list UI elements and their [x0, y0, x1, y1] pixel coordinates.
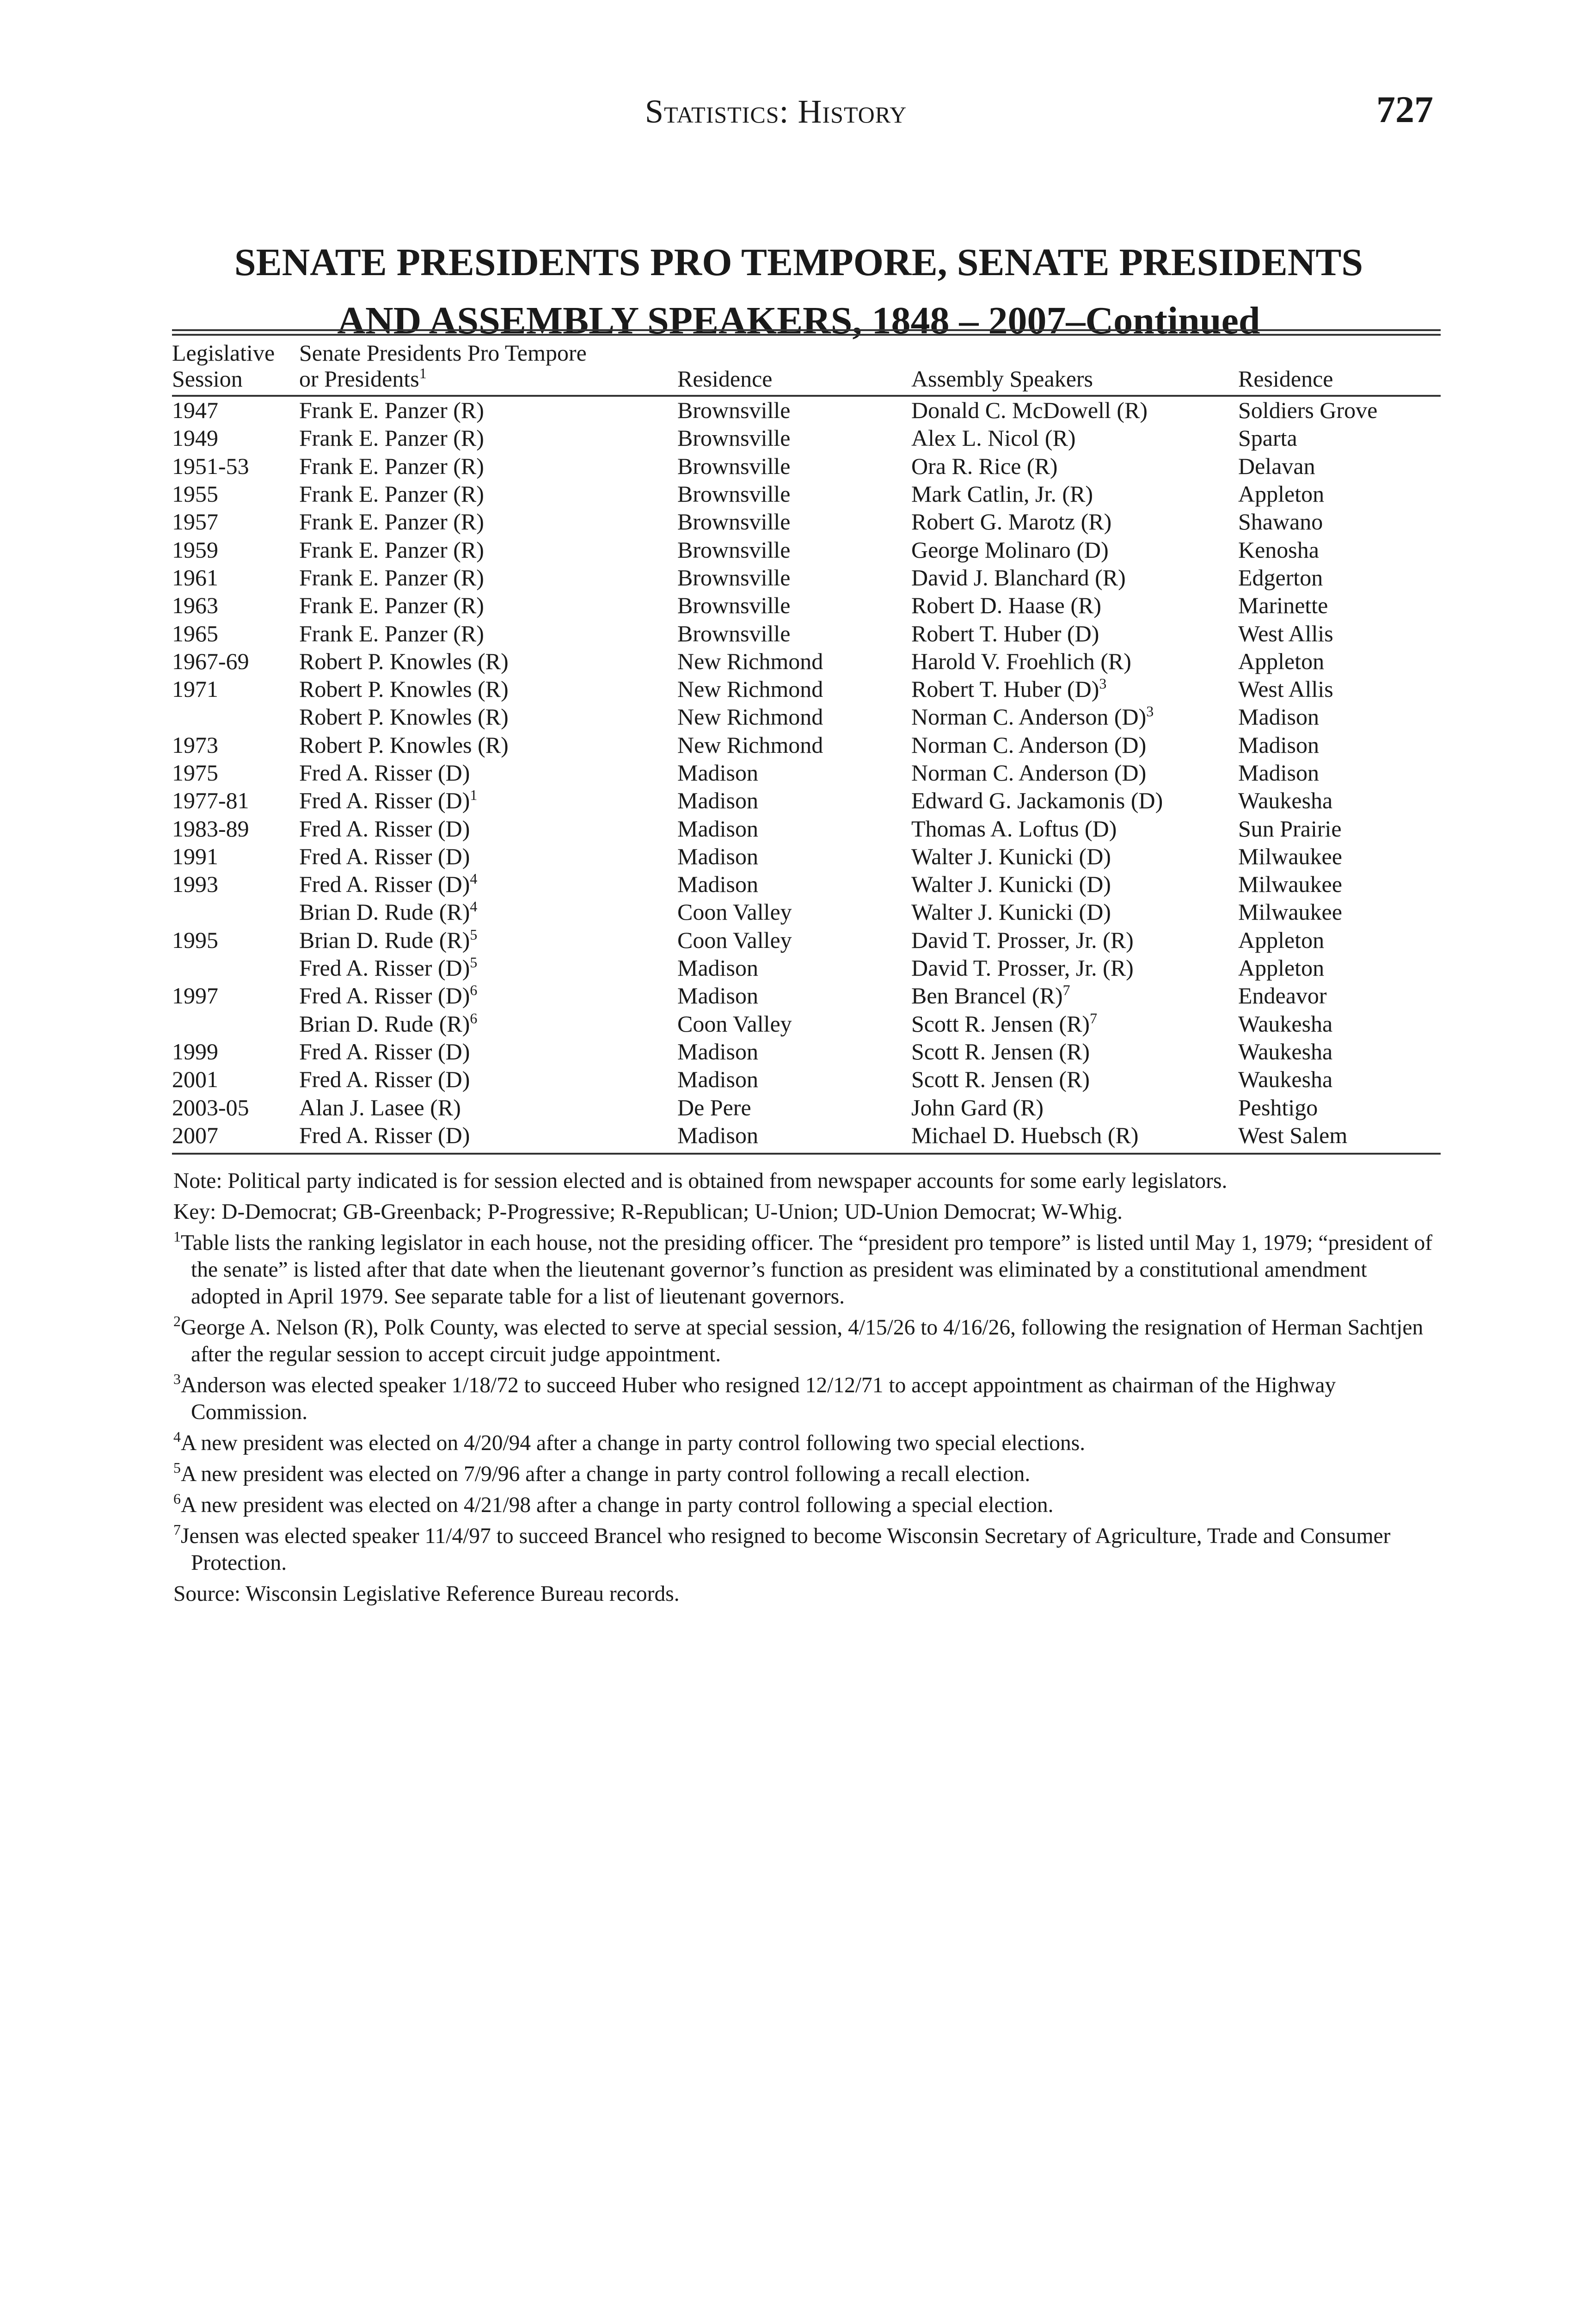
note-paragraph: Source: Wisconsin Legislative Reference Bureau records. [173, 1582, 680, 1606]
senate-president-cell: Frank E. Panzer (R) [299, 620, 484, 646]
assembly-speaker-cell: Scott R. Jensen (R) [911, 1038, 1090, 1064]
session-cell: 1957 [172, 509, 218, 535]
assembly-speaker-cell: Donald C. McDowell (R) [911, 397, 1148, 424]
session-cell: 1961 [172, 564, 218, 590]
footnote-mark: 3 [1099, 675, 1107, 692]
senate-president-cell: Fred A. Risser (D) [299, 1038, 470, 1064]
senate-president-cell: Fred A. Risser (D) [299, 1122, 470, 1148]
title-line-1: SENATE PRESIDENTS PRO TEMPORE, SENATE PRESIDENTS [234, 241, 1363, 284]
senate-residence-cell: Brownsville [677, 592, 791, 619]
assembly-speaker-cell: John Gard (R) [911, 1094, 1044, 1120]
column-header-assembly-speakers: Assembly Speakers [911, 366, 1093, 392]
session-cell [172, 898, 299, 926]
footnote-mark: 7 [1090, 1009, 1098, 1027]
footnote-number: 5 [173, 1459, 181, 1476]
speaker-residence-cell: Edgerton [1238, 564, 1323, 590]
session-cell: 1965 [172, 620, 218, 646]
footnote-6: $^6$A new president was elected on 4/21/98 after a change in party control following a special election. [173, 1490, 1054, 1517]
assembly-speaker-cell: Ora R. Rice (R) [911, 453, 1058, 479]
assembly-speaker-cell: Norman C. Anderson (D) [911, 760, 1147, 786]
footnote-mark: 4 [470, 870, 478, 887]
session-cell: 1971 [172, 676, 218, 702]
senate-residence-cell: Coon Valley [677, 1010, 792, 1037]
speaker-residence-cell: Delavan [1238, 453, 1315, 479]
assembly-speaker-cell: Norman C. Anderson (D) [911, 732, 1147, 758]
table-row [172, 842, 1441, 870]
speaker-residence-cell: Appleton [1238, 927, 1325, 953]
footnote-mark: 4 [470, 898, 478, 915]
senate-president-cell: Frank E. Panzer (R) [299, 564, 484, 590]
senate-residence-cell: Coon Valley [677, 927, 792, 953]
table-row [172, 1010, 1441, 1038]
speaker-residence-cell: Milwaukee [1238, 843, 1342, 869]
footnote-4: $^4$A new president was elected on 4/20/94 after a change in party control following two special elections. [173, 1428, 1086, 1455]
footnote-mark: 6 [470, 982, 478, 999]
running-title: Statistics: History [645, 93, 907, 130]
footnote-number: 4 [173, 1428, 181, 1445]
table-row [172, 787, 1441, 814]
title-line-2: AND ASSEMBLY SPEAKERS, 1848 – 2007–Continued [337, 299, 1260, 342]
session-cell: 1947 [172, 397, 218, 424]
footnote-mark: 6 [470, 1009, 478, 1027]
table-row [172, 508, 1441, 535]
assembly-speaker-cell: Harold V. Froehlich (R) [911, 648, 1131, 674]
senate-residence-cell: De Pere [677, 1094, 751, 1120]
session-cell: 2007 [172, 1122, 218, 1148]
speaker-residence-cell: Appleton [1238, 955, 1325, 981]
senate-president-cell: Robert P. Knowles (R) [299, 648, 509, 674]
senate-president-cell: Robert P. Knowles (R) [299, 704, 509, 730]
session-cell: 1955 [172, 481, 218, 507]
senate-residence-cell: Coon Valley [677, 899, 792, 925]
assembly-speaker-cell: Robert T. Huber (D) [911, 620, 1099, 646]
senate-president-cell: Brian D. Rude $(R)^6$ [299, 1009, 478, 1037]
speaker-residence-cell: Madison [1238, 732, 1319, 758]
speaker-residence-cell: Soldiers Grove [1238, 397, 1378, 424]
footnotes [173, 1168, 1440, 1611]
senate-residence-cell: New Richmond [677, 732, 823, 758]
footnote-mark: 1 [470, 787, 478, 804]
speaker-residence-cell: Waukesha [1238, 1066, 1333, 1093]
speaker-residence-cell: Waukesha [1238, 1010, 1333, 1037]
table-row [172, 675, 1441, 703]
table-header-row [172, 335, 1441, 392]
senate-president-cell: Frank E. Panzer (R) [299, 536, 484, 563]
table-row [172, 535, 1441, 563]
session-cell [172, 954, 299, 982]
table-row [172, 926, 1441, 954]
table-row [172, 480, 1441, 508]
senate-residence-cell: Madison [677, 787, 758, 814]
assembly-speaker-cell: David T. Prosser, Jr. (R) [911, 927, 1134, 953]
table-row [172, 814, 1441, 842]
footnote-number: 2 [173, 1313, 181, 1329]
session-cell: 1991 [172, 843, 218, 869]
session-cell: 1967-69 [172, 648, 249, 674]
senate-president-cell: Fred A. Risser $(D)^4$ [299, 870, 478, 898]
footnote-number: 7 [173, 1521, 181, 1538]
session-cell: 1995 [172, 927, 218, 953]
speaker-residence-cell: Shawano [1238, 509, 1323, 535]
speaker-residence-cell: Milwaukee [1238, 899, 1342, 925]
senate-president-cell: Frank E. Panzer (R) [299, 453, 484, 479]
senate-residence-cell: Brownsville [677, 509, 791, 535]
session-cell: 1997 [172, 983, 218, 1009]
assembly-speaker-cell: Thomas A. Loftus (D) [911, 815, 1117, 842]
footnote-number: 1 [173, 1228, 181, 1245]
footnote-7: $^7$Jensen was elected speaker 11/4/97 to succeed Brancel who resigned to become Wisconsin Secretary of Agriculture, Trade and Consumer Protection. [173, 1521, 1391, 1575]
session-cell: 1999 [172, 1038, 218, 1064]
session-cell: 1983-89 [172, 815, 249, 842]
footnote-number: 3 [173, 1371, 181, 1387]
senate-president-cell: Robert P. Knowles (R) [299, 676, 509, 702]
session-cell: 1973 [172, 732, 218, 758]
table-row [172, 898, 1441, 926]
senate-president-cell: Brian D. Rude $(R)^5$ [299, 926, 478, 953]
senate-president-cell: Frank E. Panzer (R) [299, 397, 484, 424]
senate-residence-cell: Madison [677, 1038, 758, 1064]
senate-residence-cell: Madison [677, 1066, 758, 1093]
assembly-speaker-cell: Walter J. Kunicki (D) [911, 843, 1111, 869]
senate-residence-cell: Madison [677, 983, 758, 1009]
session-cell: 1951-53 [172, 453, 249, 479]
session-cell [172, 703, 299, 731]
speaker-residence-cell: Sun Prairie [1238, 815, 1342, 842]
senate-residence-cell: Madison [677, 843, 758, 869]
speaker-residence-cell: West Salem [1238, 1122, 1348, 1148]
session-cell: 1993 [172, 871, 218, 898]
senate-residence-cell: Madison [677, 955, 758, 981]
assembly-speaker-cell: Edward G. Jackamonis (D) [911, 787, 1163, 814]
senate-president-cell: Frank E. Panzer (R) [299, 509, 484, 535]
speaker-residence-cell: Kenosha [1238, 536, 1319, 563]
speaker-residence-cell: Peshtigo [1238, 1094, 1318, 1120]
senate-president-cell: Fred A. Risser (D) [299, 760, 470, 786]
footnote-number: 6 [173, 1490, 181, 1507]
table-top-rule [172, 329, 1441, 331]
senate-residence-cell: New Richmond [677, 648, 823, 674]
speaker-residence-cell: Appleton [1238, 648, 1325, 674]
senate-residence-cell: Madison [677, 815, 758, 842]
footnote-mark: 3 [1146, 703, 1154, 720]
assembly-speaker-cell: Robert D. Haase (R) [911, 592, 1101, 619]
session-cell: 2003-05 [172, 1094, 249, 1120]
assembly-speaker-cell: Robert G. Marotz (R) [911, 509, 1112, 535]
session-cell: 1975 [172, 760, 218, 786]
senate-president-cell: Frank E. Panzer (R) [299, 425, 484, 451]
table-body [172, 396, 1441, 1149]
table-row [172, 954, 1441, 982]
table-row [172, 1038, 1441, 1065]
speaker-residence-cell: Appleton [1238, 481, 1325, 507]
senate-president-cell: Fred A. Risser (D) [299, 815, 470, 842]
senate-residence-cell: Brownsville [677, 481, 791, 507]
senate-residence-cell: New Richmond [677, 704, 823, 730]
table-row [172, 452, 1441, 480]
senate-residence-cell: Brownsville [677, 564, 791, 590]
assembly-speaker-cell: David J. Blanchard (R) [911, 564, 1126, 590]
column-header-speaker-residence: Residence [1238, 366, 1333, 392]
footnote-2: $^2$George A. Nelson (R), Polk County, was elected to serve at special session, 4/15/26 to 4/16/26, following the resignation of Herman Sachtjen after the regular session to accept circuit judge appointment. [173, 1313, 1424, 1366]
senate-president-cell: Fred A. Risser (D) [299, 843, 470, 869]
table-row [172, 731, 1441, 759]
assembly-speaker-cell: George Molinaro (D) [911, 536, 1109, 563]
assembly-speaker-cell: David T. Prosser, Jr. (R) [911, 955, 1134, 981]
footnote-3: $^3$Anderson was elected speaker 1/18/72 to succeed Huber who resigned 12/12/71 to accept appointment as chairman of the Highway Commission. [173, 1371, 1336, 1424]
senate-president-cell: Frank E. Panzer (R) [299, 481, 484, 507]
table-row [172, 1065, 1441, 1093]
senate-residence-cell: Brownsville [677, 453, 791, 479]
senate-residence-cell: Madison [677, 760, 758, 786]
table-row [172, 870, 1441, 898]
senate-president-cell: Fred A. Risser $(D)^1$ [299, 787, 478, 814]
assembly-speaker-cell: Mark Catlin, Jr. (R) [911, 481, 1093, 507]
footnote-mark: 5 [470, 926, 478, 943]
column-header-session: Legislative Session [172, 340, 275, 392]
note-paragraph: Note: Political party indicated is for session elected and is obtained from newspaper accounts for some early legislators. [173, 1169, 1228, 1193]
senate-residence-cell: Brownsville [677, 397, 791, 424]
assembly-speaker-cell: Scott R. Jensen $(R)^7$ [911, 1009, 1098, 1037]
senate-president-cell: Frank E. Panzer (R) [299, 592, 484, 619]
table-bottom-rule [172, 1153, 1441, 1155]
page-title [166, 234, 1431, 350]
table-row [172, 982, 1441, 1009]
senate-residence-cell: Brownsville [677, 620, 791, 646]
note-paragraph: Key: D-Democrat; GB-Greenback; P-Progressive; R-Republican; U-Union; UD-Union Democrat; W-Whig. [173, 1200, 1123, 1224]
session-cell [172, 1010, 299, 1038]
senate-residence-cell: New Richmond [677, 676, 823, 702]
senate-residence-cell: Madison [677, 871, 758, 898]
table-row [172, 1121, 1441, 1149]
senate-residence-cell: Brownsville [677, 536, 791, 563]
table-row [172, 564, 1441, 591]
senate-president-cell: Alan J. Lasee (R) [299, 1094, 461, 1120]
speaker-residence-cell: West Allis [1238, 676, 1333, 702]
senate-residence-cell: Madison [677, 1122, 758, 1148]
page-number: 727 [1376, 88, 1433, 130]
senate-president-cell: Fred A. Risser $(D)^5$ [299, 954, 478, 981]
table-row [172, 703, 1441, 731]
presidents-speakers-table [172, 335, 1441, 1149]
speaker-residence-cell: Waukesha [1238, 1038, 1333, 1064]
table-row [172, 647, 1441, 675]
session-cell: 1949 [172, 425, 218, 451]
senate-residence-cell: Brownsville [677, 425, 791, 451]
senate-president-cell: Fred A. Risser (D) [299, 1066, 470, 1093]
footnote-1: $^1$Table lists the ranking legislator in each house, not the presiding officer. The “president pro tempore” is listed until May 1, 1979; “president of the senate” is listed after that date when the lieutenant governor’s function as president was eliminated by a constitutional amendment adopted in April 1979. See separate table for a list of lieutenant governors. [173, 1228, 1433, 1309]
assembly-speaker-cell: Scott R. Jensen (R) [911, 1066, 1090, 1093]
assembly-speaker-cell: Ben Brancel $(R)^7$ [911, 982, 1070, 1009]
speaker-residence-cell: Madison [1238, 760, 1319, 786]
speaker-residence-cell: Madison [1238, 704, 1319, 730]
assembly-speaker-cell: Alex L. Nicol (R) [911, 425, 1076, 451]
speaker-residence-cell: Milwaukee [1238, 871, 1342, 898]
table-row [172, 1093, 1441, 1121]
senate-president-cell: Robert P. Knowles (R) [299, 732, 509, 758]
assembly-speaker-cell: Robert T. Huber $(D)^3$ [911, 675, 1107, 702]
table-row [172, 424, 1441, 452]
footnote-5: $^5$A new president was elected on 7/9/96 after a change in party control following a recall election. [173, 1459, 1031, 1486]
session-cell: 1963 [172, 592, 218, 619]
table-row [172, 591, 1441, 619]
assembly-speaker-cell: Michael D. Huebsch (R) [911, 1122, 1139, 1148]
table-row [172, 396, 1441, 424]
assembly-speaker-cell: Norman C. Anderson $(D)^3$ [911, 703, 1154, 730]
footnote-mark: 7 [1062, 982, 1070, 999]
session-cell: 1977-81 [172, 787, 249, 814]
column-header-senate-residence: Residence [677, 366, 773, 392]
column-header-senate-presidents: Senate Presidents Pro Tempore or Presidents$^1$ [299, 340, 587, 392]
table-row [172, 619, 1441, 647]
table-row [172, 759, 1441, 787]
speaker-residence-cell: Endeavor [1238, 983, 1327, 1009]
session-cell: 1959 [172, 536, 218, 563]
footnote-mark: 5 [470, 954, 478, 971]
senate-president-cell: Brian D. Rude $(R)^4$ [299, 898, 478, 925]
speaker-residence-cell: Waukesha [1238, 787, 1333, 814]
assembly-speaker-cell: Walter J. Kunicki (D) [911, 871, 1111, 898]
senate-president-cell: Fred A. Risser $(D)^6$ [299, 982, 478, 1009]
speaker-residence-cell: Sparta [1238, 425, 1297, 451]
speaker-residence-cell: Marinette [1238, 592, 1328, 619]
assembly-speaker-cell: Walter J. Kunicki (D) [911, 899, 1111, 925]
speaker-residence-cell: West Allis [1238, 620, 1333, 646]
session-cell: 2001 [172, 1066, 218, 1093]
